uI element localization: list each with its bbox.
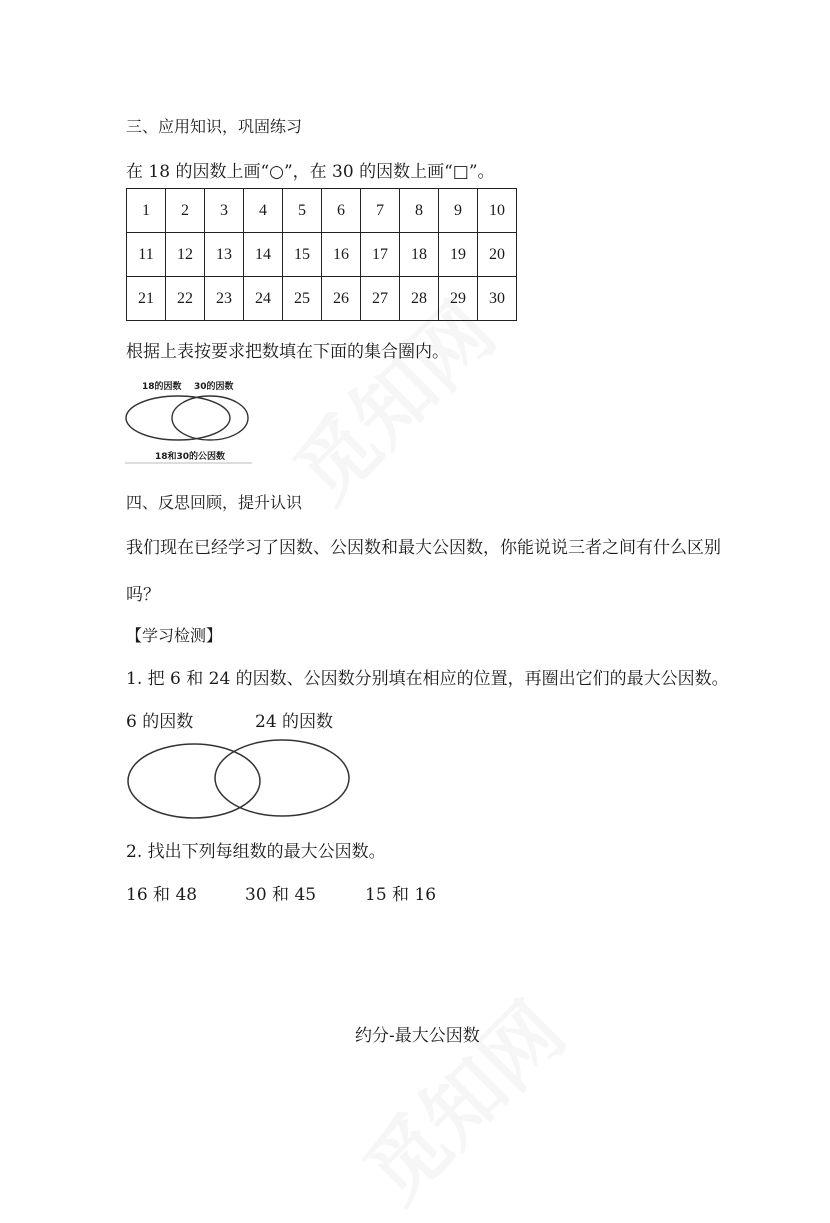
table-cell: 24 [244, 277, 283, 321]
table-cell: 18 [400, 233, 439, 277]
section-3-title: 三、应用知识，巩固练习 [126, 117, 303, 136]
table-cell: 8 [400, 189, 439, 233]
table-cell: 21 [127, 277, 166, 321]
table-cell: 13 [205, 233, 244, 277]
table-cell: 10 [478, 189, 517, 233]
number-table [126, 188, 517, 321]
table-cell: 2 [166, 189, 205, 233]
reflection-line-1: 我们现在已经学习了因数、公因数和最大公因数，你能说说三者之间有什么区别 [126, 538, 721, 558]
table-cell: 28 [400, 277, 439, 321]
question-1: 1. 把 6 和 24 的因数、公因数分别填在相应的位置，再圈出它们的最大公因数。 [126, 669, 729, 689]
table-cell: 9 [439, 189, 478, 233]
table-cell: 7 [361, 189, 400, 233]
question-2: 2. 找出下列每组数的最大公因数。 [126, 842, 386, 862]
table-cell: 16 [322, 233, 361, 277]
venn1-right-label: 30的因数 [194, 382, 234, 392]
table-cell: 19 [439, 233, 478, 277]
watermark-bottom [334, 972, 585, 1223]
venn2-diagram [124, 740, 364, 830]
q2-pair-1: 16 和 48 [126, 885, 198, 905]
table-cell: 30 [478, 277, 517, 321]
table-cell: 22 [166, 277, 205, 321]
table-row [127, 277, 517, 321]
venn2-left-ellipse [128, 744, 260, 818]
check-header: 【学习检测】 [126, 626, 223, 645]
table-cell: 20 [478, 233, 517, 277]
reflection-line-2: 吗？ [126, 585, 160, 605]
table-cell: 15 [283, 233, 322, 277]
table-cell: 23 [205, 277, 244, 321]
table-cell: 14 [244, 233, 283, 277]
section-4-title: 四、反思回顾，提升认识 [126, 493, 303, 512]
venn1-left-ellipse [126, 396, 230, 440]
venn1-left-label: 18的因数 [142, 382, 182, 392]
footer-title: 约分-最大公因数 [355, 1026, 480, 1046]
table-cell: 6 [322, 189, 361, 233]
table-cell: 3 [205, 189, 244, 233]
venn1-right-ellipse [172, 396, 248, 440]
table-cell: 17 [361, 233, 400, 277]
venn1-bottom-label: 18和30的公因数 [155, 452, 226, 462]
table-cell: 4 [244, 189, 283, 233]
table-cell: 25 [283, 277, 322, 321]
table-cell: 27 [361, 277, 400, 321]
table-row [127, 189, 517, 233]
table-cell: 26 [322, 277, 361, 321]
q2-pair-2: 30 和 45 [245, 885, 317, 905]
q2-pair-3: 15 和 16 [365, 885, 437, 905]
table-cell: 1 [127, 189, 166, 233]
instruction-text: 在 18 的因数上画“○”，在 30 的因数上画“□”。 [126, 162, 495, 182]
venn2-right-ellipse [215, 740, 349, 816]
fill-sets-text: 根据上表按要求把数填在下面的集合圈内。 [126, 342, 449, 362]
table-cell: 12 [166, 233, 205, 277]
venn2-left-label: 6 的因数 [126, 712, 194, 732]
table-cell: 5 [283, 189, 322, 233]
venn2-right-label: 24 的因数 [255, 712, 334, 732]
table-row [127, 233, 517, 277]
table-cell: 11 [127, 233, 166, 277]
table-cell: 29 [439, 277, 478, 321]
